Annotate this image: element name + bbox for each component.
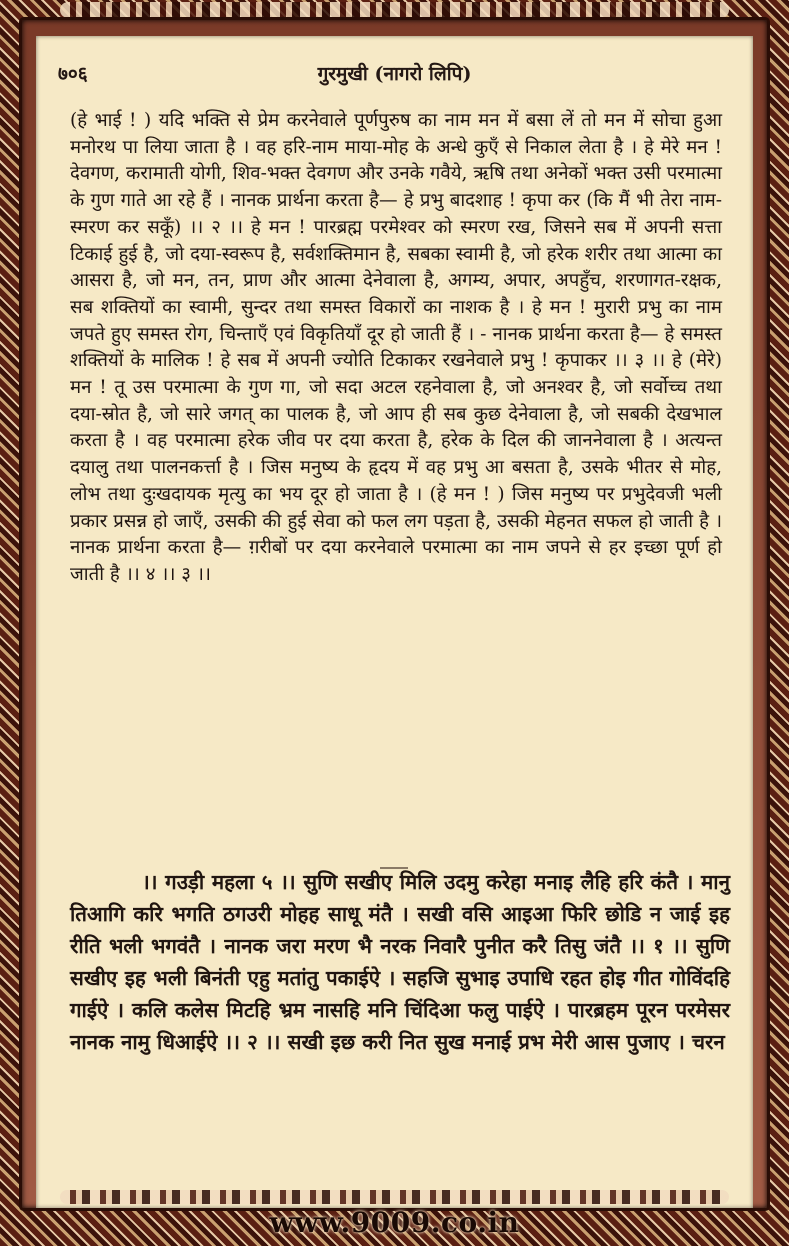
page-number: ७०६ xyxy=(58,63,88,85)
commentary-text: (हे भाई ! ) यदि भक्ति से प्रेम करनेवाले पूर्णपुरुष का नाम मन में बसा लें तो मन में सोचा हुआ मनोरथ पा लिया जाता है । वह हरि-नाम माया-मोह के अन्धे कुएँ से निकाल लेता है । हे मेरे मन ! देवगण, करामाती योगी, शिव-भक्त देवगण और उनके गवैये, ऋषि तथा अनेकों भक्त उसी परमात्मा के गुण गाते आ रहे हैं । नानक प्रार्थना करता है— हे प्रभु बादशाह ! कृपा कर (कि मैं भी तेरा नाम-स्मरण कर सकूँ) ।। २ ।। हे मन ! पारब्रह्म परमेश्वर को स्मरण रख, जिसने सब में अपनी सत्ता टिकाई हुई है, जो दया-स्वरूप है, सर्वशक्तिमान है, सबका स्वामी है, जो हरेक शरीर तथा आत्मा का आसरा है, जो मन, तन, प्राण और आत्मा देनेवाला है, अगम्य, अपार, अपहुँच, शरणागत-रक्षक, सब शक्तियों का स्वामी, सुन्दर तथा समस्त विकारों का नाशक है । हे मन ! मुरारी प्रभु का नाम जपते हुए समस्त रोग, चिन्ताएँ एवं विकृतियाँ दूर हो जाती हैं । - नानक प्रार्थना करता है— हे समस्त शक्तियों के मालिक ! हे सब में अपनी ज्योति टिकाकर रखनेवाले प्रभु ! कृपाकर ।। ३ ।। हे (मेरे) मन ! तू उस परमात्मा के गुण गा, जो सदा अटल रहनेवाला है, जो अनश्वर है, जो सर्वोच्च तथा दया-स्रोत है, जो सारे जगत् का पालक है, जो आप ही सब कुछ देनेवाला है, जो सबकी देखभाल करता है । वह परमात्मा हरेक जीव पर दया करता है, हरेक के दिल की जाननेवाला है । अत्यन्त दयालु तथा पालनकर्त्ता है । जिस मनुष्य के हृदय में वह प्रभु आ बसता है, उसके भीतर से मोह, लोभ तथा दुःखदायक मृत्यु का भय दूर हो जाता है । (हे मन ! ) जिस मनुष्य पर प्रभुदेवजी भली प्रकार प्रसन्न हो जाएँ, उसकी की हुई सेवा को फल लग पड़ता है, उसकी मेहनत सफल हो जाती है । नानक प्रार्थना करता है— ग़रीबों पर दया करनेवाले परमात्मा का नाम जपने से हर इच्छा पूर्ण हो जाती है ।। ४ ।। ३ ।। xyxy=(70,110,722,585)
hymn-text: ।। गउड़ी महला ५ ।। सुणि सखीए मिलि उदमु करेहा मनाइ लैहि हरि कंतै । मानु तिआगि करि भगति ठगउरी मोहह साधू मंतै । सखी वसि आइआ फिरि छोडि न जाई इह रीति भली भगवंतै । नानक जरा मरण भै नरक निवारै पुनीत करै तिसु जंतै ।। १ ।। सुणि सखीए इह भली बिनंती एहु मतांतु पकाईऐ । सहजि सुभाइ उपाधि रहत होइ गीत गोविंदहि गाईऐ । कलि कलेस मिटहि भ्रम नासहि मनि चिंदिआ फलु पाईऐ । पारब्रहम पूरन परमेसर नानक नामु धिआईऐ ।। २ ।। सखी इछ करी नित सुख मनाई प्रभ मेरी आस पुजाए । चरन xyxy=(70,870,730,1054)
ornament-border-bottom xyxy=(60,1190,729,1204)
ornament-border-top xyxy=(60,2,729,18)
page-header xyxy=(36,54,753,94)
page-title: गुरमुखी (नागरो लिपि) xyxy=(317,63,472,85)
scripture-page xyxy=(36,36,753,1208)
website-url: www.9009.co.in xyxy=(269,1206,520,1239)
